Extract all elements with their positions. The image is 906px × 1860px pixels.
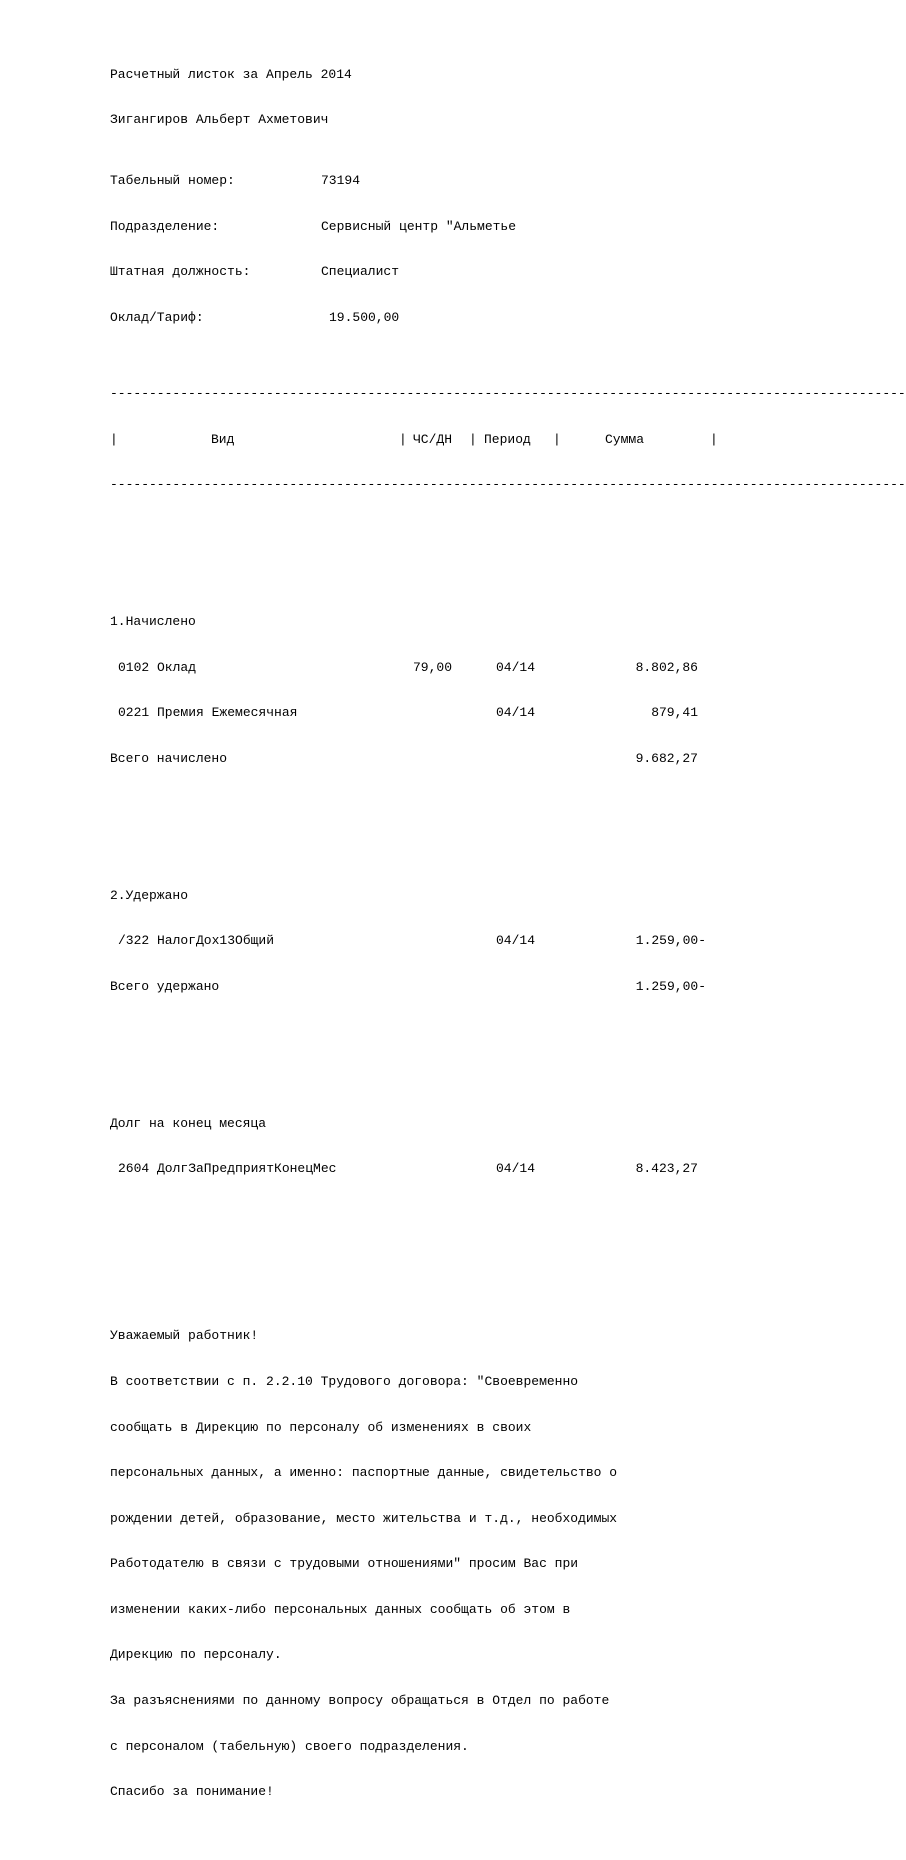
position-label: Штатная должность: [110,264,251,280]
row-name: Оклад [157,659,197,675]
table-right-bar: | [710,431,718,447]
row-sum: 1.259,00- [635,933,706,949]
table-row [110,660,760,675]
tab-number-label: Табельный номер: [110,173,235,189]
salary-row [110,310,760,325]
section-title-debt: Долг на конец месяца [110,1115,267,1131]
total-label: Всего удержано [110,978,220,994]
row-sum: 8.423,27 [635,1161,698,1177]
position-value: Специалист [321,264,400,280]
notice-line: Спасибо за понимание! [110,1784,274,1800]
notice-line: Работодателю в связи с трудовыми отношениями" просим Вас при [110,1556,579,1572]
row-code: /322 [118,933,150,949]
notice-line: Уважаемый работник! [110,1328,259,1344]
row-period: 04/14 [496,1161,536,1177]
table-rule-top: ------------------------------------------------------------------------------------------------------ [110,385,906,401]
column-separator: | [553,431,561,447]
salary-label: Оклад/Тариф: [110,309,204,325]
tab-number-row [110,173,760,188]
notice-line: рождении детей, образование, место жительства и т.д., необходимых [110,1510,618,1526]
notice-text [110,1298,760,1830]
section-title-withheld: 2.Удержано [110,887,189,903]
total-value: 1.259,00- [635,978,706,994]
notice-line: изменении каких-либо персональных данных сообщать об этом в [110,1601,571,1617]
table-row [110,1161,760,1176]
table-row [110,933,760,948]
total-label: Всего начислено [110,750,228,766]
row-sum: 879,41 [651,705,698,721]
row-code: 0102 [118,659,150,675]
total-value: 9.682,27 [635,750,698,766]
total-row-withheld [110,979,760,994]
notice-line: Дирекцию по персоналу. [110,1647,282,1663]
position-row [110,264,760,279]
notice-line: персональных данных, а именно: паспортные данные, свидетельство о [110,1465,618,1481]
row-period: 04/14 [496,659,536,675]
notice-line: В соответствии с п. 2.2.10 Трудового договора: "Своевременно [110,1373,579,1389]
row-name: НалогДох13Общий [157,933,275,949]
row-name: Премия Ежемесячная [157,705,298,721]
notice-line: сообщать в Дирекцию по персоналу об изменениях в своих [110,1419,532,1435]
row-name: ДолгЗаПредприятКонецМес [157,1161,337,1177]
tab-number-value: 73194 [321,173,361,189]
row-period: 04/14 [496,705,536,721]
row-hours: 79,00 [413,659,453,675]
notice-line: с персоналом (табельную) своего подразделения. [110,1738,469,1754]
notice-line: За разъяснениями по данному вопросу обращаться в Отдел по работе [110,1693,610,1709]
column-separator: | [399,431,407,447]
row-code: 2604 [118,1161,150,1177]
table-rule-bottom: ------------------------------------------------------------------------------------------------------ [110,477,906,493]
column-separator: | [469,431,477,447]
department-row [110,219,760,234]
department-label: Подразделение: [110,218,220,234]
column-header-hours: ЧС/ДН [413,431,453,447]
employee-name: Зигангиров Альберт Ахметович [110,112,329,128]
payslip-title: Расчетный листок за Апрель 2014 [110,66,352,82]
section-title-accrued: 1.Начислено [110,613,196,629]
department-value: Сервисный центр "Альметье [321,218,517,234]
column-header-period: Период [484,431,531,447]
table-header-row [110,432,760,447]
table-row [110,705,760,720]
column-header-sum: Сумма [605,431,645,447]
table-left-bar: | [110,431,118,447]
row-code: 0221 [118,705,150,721]
column-header-kind: Вид [211,431,235,447]
salary-value: 19.500,00 [329,309,400,325]
payslip-document [110,6,906,1860]
row-sum: 8.802,86 [635,659,698,675]
row-period: 04/14 [496,933,536,949]
total-row-accrued [110,751,760,766]
